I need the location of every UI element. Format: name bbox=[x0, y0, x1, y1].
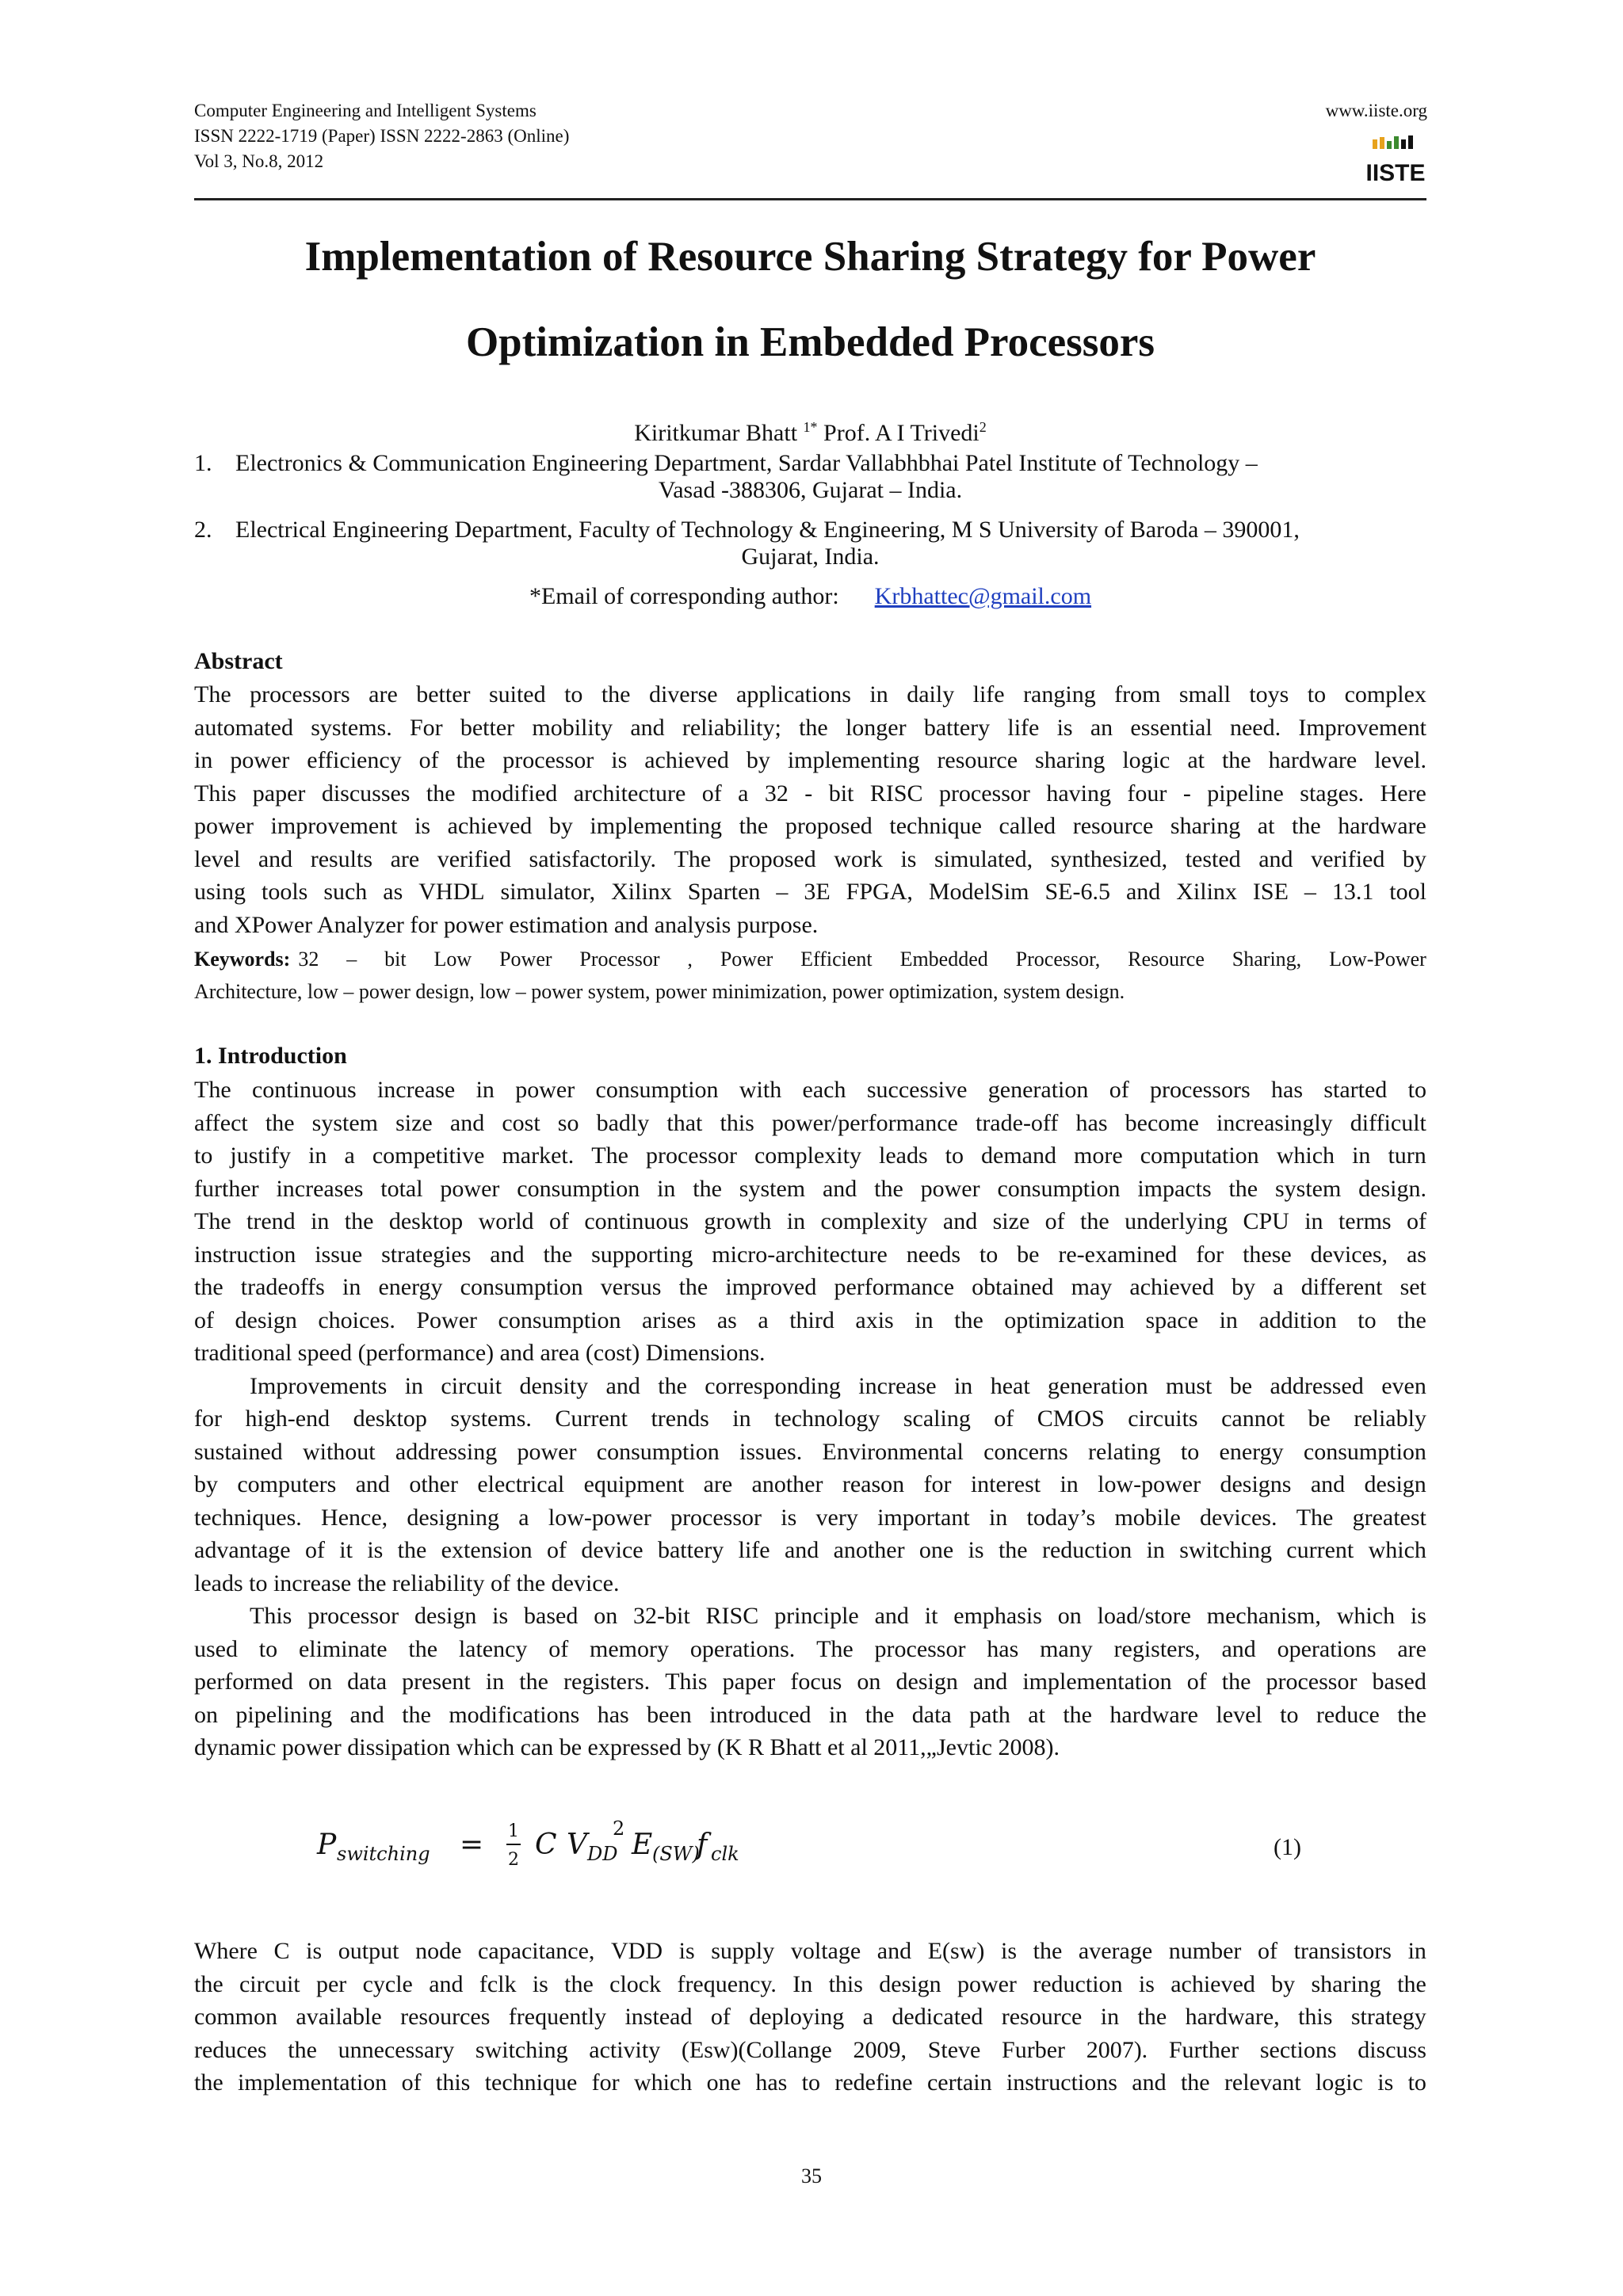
text-line: common available resources frequently instead of deploying a dedicated resource in the hardware, this strategy bbox=[194, 2004, 1426, 2030]
text-line: instruction issue strategies and the supporting micro-architecture needs to be re-examined for these devices, as bbox=[194, 1241, 1426, 1268]
text-line: The continuous increase in power consumption with each successive generation of processors has started to bbox=[194, 1077, 1426, 1103]
text-line: to justify in a competitive market. The processor complexity leads to demand more computation which in turn bbox=[194, 1142, 1426, 1169]
text-line: This processor design is based on 32-bit RISC principle and it emphasis on load/store mechanism, which is bbox=[250, 1603, 1426, 1629]
keywords bbox=[194, 943, 1426, 1008]
abstract-heading: Abstract bbox=[194, 648, 283, 674]
keywords-label: Keywords: bbox=[194, 948, 291, 971]
text-line: and XPower Analyzer for power estimation and analysis purpose. bbox=[194, 911, 819, 938]
journal-volume: Vol 3, No.8, 2012 bbox=[194, 151, 324, 171]
text-line: automated systems. For better mobility and reliability; the longer battery life is an essential need. Improvement bbox=[194, 714, 1426, 741]
eq-e: E bbox=[632, 1829, 653, 1861]
affiliation-number: 2. bbox=[194, 517, 212, 543]
paper-title bbox=[194, 214, 1426, 385]
equation-number: (1) bbox=[1274, 1834, 1301, 1860]
logo-text: IISTE bbox=[1365, 160, 1426, 186]
iiste-logo-icon bbox=[1365, 135, 1426, 186]
text-line: of design choices. Power consumption arises as a third axis in the optimization space in addition to the bbox=[194, 1306, 1426, 1333]
abstract-body bbox=[194, 678, 1426, 941]
affiliation-line: Electrical Engineering Department, Faculty of Technology & Engineering, M S University of Baroda – 390001, bbox=[235, 517, 1300, 543]
text-line: using tools such as VHDL simulator, Xilinx Sparten – 3E FPGA, ModelSim SE-6.5 and Xilinx ISE – 13.1 tool bbox=[194, 879, 1426, 905]
text-line: reduces the unnecessary switching activity (Esw)(Collange 2009, Steve Furber 2007). Further sections discuss bbox=[194, 2036, 1426, 2063]
affiliation-line: Vasad -388306, Gujarat – India. bbox=[658, 477, 963, 503]
post-equation-body bbox=[194, 1935, 1426, 2100]
journal-name: Computer Engineering and Intelligent Systems bbox=[194, 101, 537, 120]
title-line-1: Implementation of Resource Sharing Strategy for Power bbox=[304, 234, 1316, 280]
text-line: affect the system size and cost so badly that this power/performance trade-off has become increasingly difficult bbox=[194, 1109, 1426, 1136]
text-line: further increases total power consumption in the system and the power consumption impacts the system design. bbox=[194, 1175, 1426, 1202]
text-line: advantage of it is the extension of device battery life and another one is the reduction in switching current which bbox=[194, 1537, 1426, 1563]
author-1: Kiritkumar Bhatt bbox=[634, 420, 804, 446]
keywords-line bbox=[194, 943, 1426, 975]
text-line: Where C is output node capacitance, VDD is supply voltage and E(sw) is the average number of transistors in bbox=[194, 1938, 1426, 1964]
text-line: traditional speed (performance) and area (cost) Dimensions. bbox=[194, 1340, 766, 1366]
text-line: The processors are better suited to the diverse applications in daily life ranging from small toys to complex bbox=[194, 681, 1426, 707]
email-label: *Email of corresponding author: bbox=[529, 583, 875, 609]
author-1-sup: 1* bbox=[803, 419, 818, 435]
keywords-text bbox=[298, 943, 1426, 975]
affiliation-line: Gujarat, India. bbox=[741, 543, 880, 570]
text-line: The trend in the desktop world of continuous growth in complexity and size of the underlying CPU in terms of bbox=[194, 1208, 1426, 1234]
author-2-sup: 2 bbox=[979, 419, 987, 435]
eq-v-sup: 2 bbox=[613, 1817, 625, 1840]
eq-p-sub: switching bbox=[337, 1843, 430, 1865]
eq-e-sub: (SW) bbox=[652, 1843, 700, 1865]
text-line: the implementation of this technique for which one has to redefine certain instructions and the relevant logic is to bbox=[194, 2069, 1426, 2096]
introduction-heading: 1. Introduction bbox=[194, 1043, 347, 1069]
text-line: the circuit per cycle and fclk is the clock frequency. In this design power reduction is achieved by sharing the bbox=[194, 1970, 1426, 1997]
affiliation-2 bbox=[194, 517, 1426, 570]
text-line: by computers and other electrical equipment are another reason for interest in low-power designs and design bbox=[194, 1471, 1426, 1497]
eq-c: C bbox=[535, 1829, 557, 1861]
keywords-line-1: 32 – bit Low Power Processor , Power Efficient Embedded Processor, Resource Sharing, Low-Power bbox=[298, 948, 1426, 971]
text-line: dynamic power dissipation which can be expressed by (K R Bhatt et al 2011,„Jevtic 2008). bbox=[194, 1734, 1060, 1760]
text-line: Improvements in circuit density and the corresponding increase in heat generation must be addressed even bbox=[250, 1372, 1426, 1399]
text-line: This paper discusses the modified architecture of a 32 - bit RISC processor having four - pipeline stages. Here bbox=[194, 780, 1426, 807]
switching-power-equation bbox=[313, 1813, 1343, 1884]
journal-issn: ISSN 2222-1719 (Paper) ISSN 2222-2863 (Online) bbox=[194, 126, 570, 146]
text-line: sustained without addressing power consumption issues. Environmental concerns relating to energy consumption bbox=[194, 1438, 1426, 1465]
eq-f-sub: clk bbox=[711, 1843, 739, 1865]
text-line: in power efficiency of the processor is achieved by implementing resource sharing logic at the hardware level. bbox=[194, 747, 1426, 773]
eq-f: f bbox=[697, 1829, 708, 1861]
text-line: techniques. Hence, designing a low-power processor is very important in today’s mobile devices. The greatest bbox=[194, 1504, 1426, 1531]
eq-p: P bbox=[317, 1829, 337, 1861]
affiliation-number: 1. bbox=[194, 450, 212, 476]
journal-website[interactable]: www.iiste.org bbox=[1325, 101, 1427, 120]
author-line bbox=[194, 414, 1426, 447]
eq-frac-num: 1 bbox=[508, 1821, 519, 1841]
text-line: power improvement is achieved by implementing the proposed technique called resource sharing at the hardware bbox=[194, 813, 1426, 839]
text-line: performed on data present in the registers. This paper focus on design and implementation of the processor based bbox=[194, 1669, 1426, 1695]
eq-v-sub: DD bbox=[587, 1843, 618, 1865]
email-link[interactable]: Krbhattec@gmail.com bbox=[874, 583, 1092, 609]
affiliation-1 bbox=[194, 450, 1426, 504]
text-line: used to eliminate the latency of memory operations. The processor has many registers, and operations are bbox=[194, 1635, 1426, 1662]
text-line: the tradeoffs in energy consumption versus the improved performance obtained may achieved by a different set bbox=[194, 1274, 1426, 1300]
eq-v: V bbox=[567, 1829, 587, 1861]
text-line: level and results are verified satisfactorily. The proposed work is simulated, synthesized, tested and verified by bbox=[194, 845, 1426, 872]
author-2: Prof. A I Trivedi bbox=[817, 420, 980, 446]
eq-equals: = bbox=[460, 1829, 484, 1861]
introduction-body bbox=[194, 1074, 1426, 1764]
title-line-2: Optimization in Embedded Processors bbox=[465, 319, 1155, 365]
header-rule bbox=[194, 198, 1426, 200]
text-line: on pipelining and the modifications has been introduced in the data path at the hardware level to reduce the bbox=[194, 1701, 1426, 1728]
text-line: leads to increase the reliability of the device. bbox=[194, 1569, 620, 1596]
text-line: for high-end desktop systems. Current trends in technology scaling of CMOS circuits cannot be reliably bbox=[194, 1405, 1426, 1432]
corresponding-author bbox=[194, 583, 1426, 610]
eq-frac-den: 2 bbox=[508, 1850, 519, 1870]
affiliation-line: Electronics & Communication Engineering Department, Sardar Vallabhbhai Patel Institute of Technology – bbox=[235, 450, 1258, 476]
page-number: 35 bbox=[801, 2164, 822, 2187]
journal-header bbox=[194, 98, 569, 174]
keywords-line-2: Architecture, low – power design, low – power system, power minimization, power optimization, system design. bbox=[194, 980, 1125, 1003]
